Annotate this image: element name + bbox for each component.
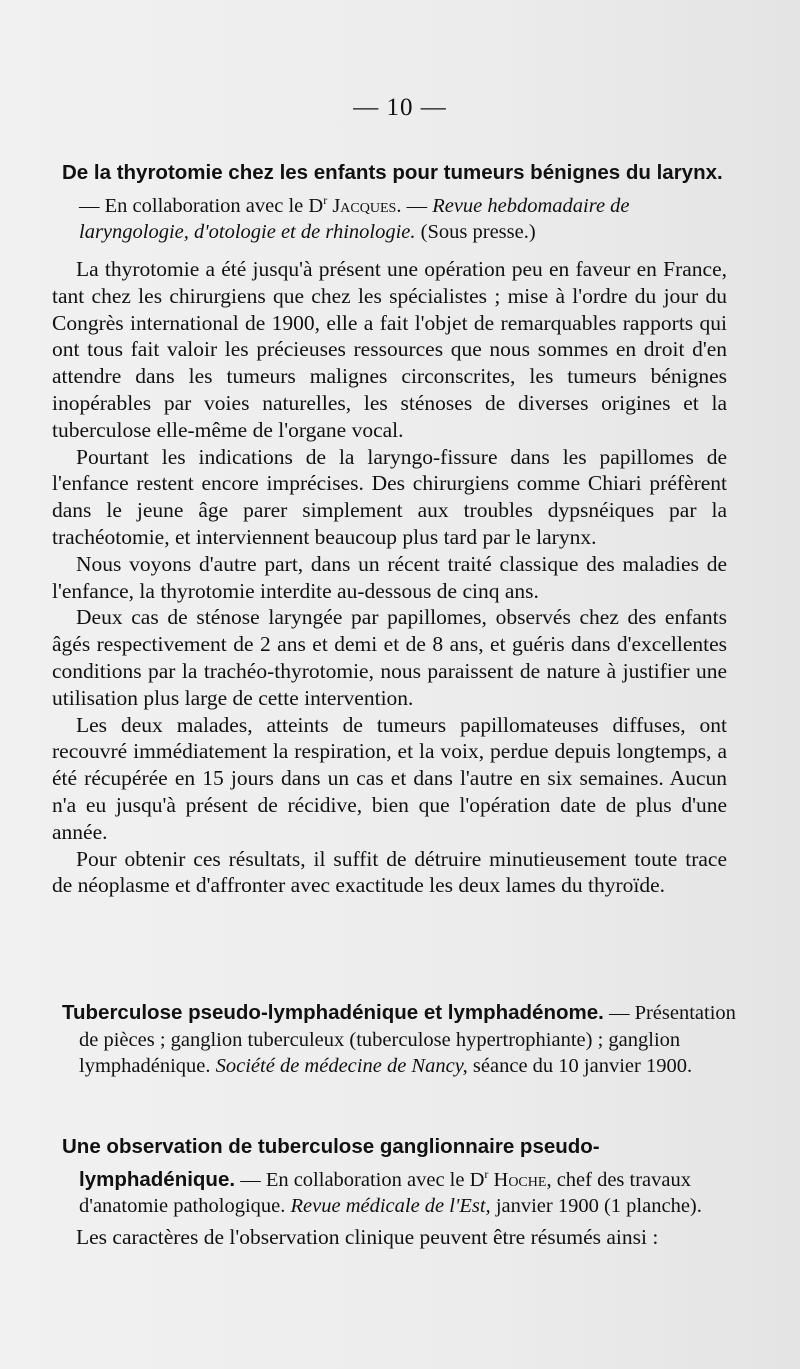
journal-name: Société de médecine de Nancy, [215,1055,468,1077]
entry-title: Tuberculose pseudo-lymphadénique et lymphadénome. [62,1001,604,1024]
paragraph: Nous voyons d'autre part, dans un récent traité classique des maladies de l'enfance, la thyrotomie interdite au-dessous de cinq ans. [52,551,727,603]
paragraph: La thyrotomie a été jusqu'à présent une opération peu en faveur en France, tant chez les chirurgiens que chez les spécialistes ; mise à l'ordre du jour du Congrès international de 1900, elle a fait l'objet de remarquables rapports qui ont tous fait valoir les précieuses ressources que nous sommes en droit d'en attendre dans les tumeurs malignes circonscrites, les tumeurs bénignes inopérables par voies naturelles, les sténoses de diverses origines et la tuberculose elle-même de l'organe vocal. [52,257,727,442]
author-name: Hoche [488,1168,547,1191]
bibliography-entry-3: Une observation de tuberculose ganglionnaire pseudo-lymphadénique. — En collaboration avec le $D^r$ Hoche, chef des travaux d'anatomie pathologique. Revue médicale de l'Est, janvier 1900 (1 planche). [62,1135,702,1217]
paragraph: Pourtant les indications de la laryngo-fissure dans les papillomes de l'enfance restent encore imprécises. Des chirurgiens comme Chiari préfèrent dans le jeune âge parer simplement aux troubles dypsnéiques par la trachéotomie, et interviennent beaucoup plus tard par le larynx. [52,444,727,549]
page-number: — 10 — [353,94,447,121]
journal-name: Revue médicale de l'Est, [290,1194,491,1217]
bibliography-entry-2: Tuberculose pseudo-lymphadénique et lymphadénome. — Présentation de pièces ; ganglion tuberculeux (tuberculose hypertrophiante) ; ganglion lymphadénique. Société de médecine de Nancy, séance du 10 janvier 1900. [62,1001,736,1077]
entry-title: De la thyrotomie chez les enfants pour tumeurs bénignes du larynx. [62,161,723,184]
author-name: Jacques [327,194,397,217]
entry-title: Une observation de tuberculose ganglionnaire pseudo-lymphadénique. [62,1135,600,1191]
paragraph: Deux cas de sténose laryngée par papillomes, observés chez des enfants âgés respectivement de 2 ans et demi et de 8 ans, et guéris dans d'excellentes conditions par la trachéo-thyrotomie, nous paraissent de nature à justifier une utilisation plus large de cette intervention. [52,605,727,710]
paragraph: Les caractères de l'observation clinique peuvent être résumés ainsi : [76,1225,659,1249]
paragraph: Pour obtenir ces résultats, il suffit de détruire minutieusement toute trace de néoplasme et d'affronter avec exactitude les deux lames du thyroïde. [52,846,727,898]
abstract-body [52,256,727,899]
paragraph: Les deux malades, atteints de tumeurs papillomateuses diffuses, ont recouvré immédiatement la respiration, et la voix, perdue depuis longtemps, a été récupérée en 15 jours dans un cas et dans l'autre en six semaines. Aucun n'a eu jusqu'à présent de récidive, bien que l'opération date de plus d'une année. [52,712,727,844]
bibliography-entry-1: De la thyrotomie chez les enfants pour tumeurs bénignes du larynx. — En collaboration avec le $D^r$ Jacques. — Revue hebdomadaire de laryngologie, d'otologie et de rhinologie. (Sous presse.) [62,161,723,243]
journal-name: Revue hebdomadaire de laryngologie, d'otologie et de rhinologie. [79,194,630,243]
closing-text [52,1224,727,1251]
